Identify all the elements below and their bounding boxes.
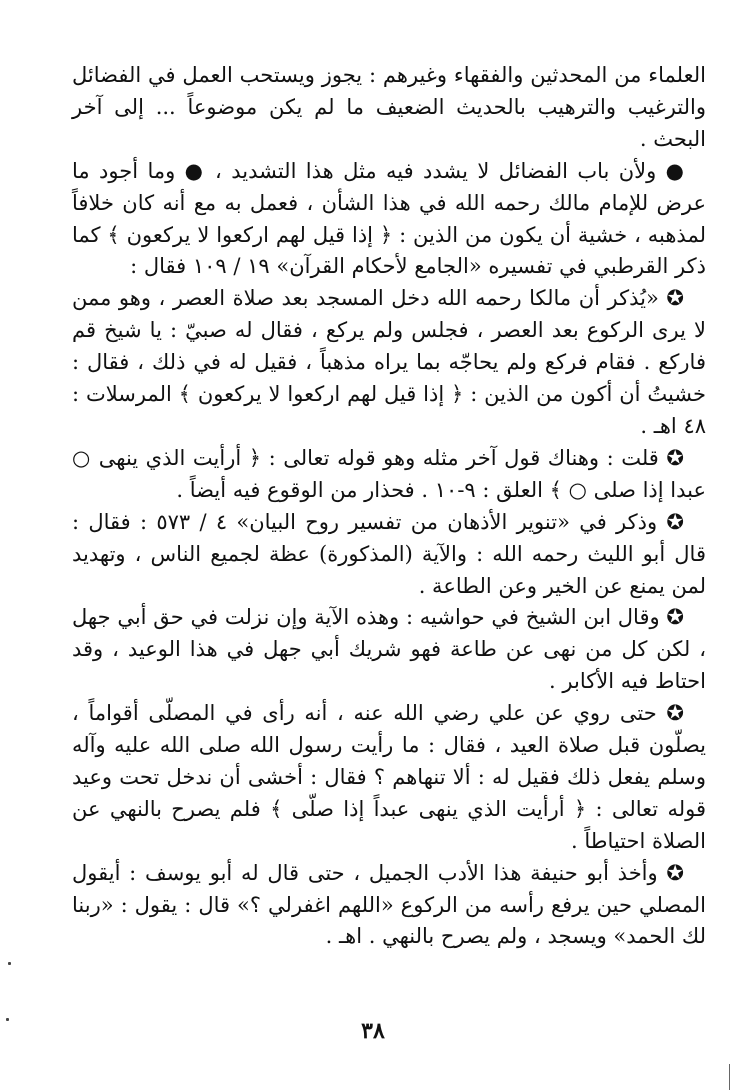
page-body-text bbox=[72, 60, 706, 953]
paragraph-4: ✪ قلت : وهناك قول آخر مثله وهو قوله تعالى : ﴿ أرأيت الذي ينهى ○ عبدا إذا صلى ○ ﴾ العلق : ٩-١٠ . فحذار من الوقوع فيه أيضاً . bbox=[72, 445, 706, 502]
paragraph-6: ✪ وقال ابن الشيخ في حواشيه : وهذه الآية وإن نزلت في حق أبي جهل ، لكن كل من نهى عن طاعة فهو شريك أبي جهل في هذا الوعيد ، وقد احتاط فيه الأكابر . bbox=[72, 605, 706, 694]
scan-speck bbox=[6, 1018, 9, 1021]
scan-speck bbox=[8, 962, 11, 965]
paragraph-2: ● ولأن باب الفضائل لا يشدد فيه مثل هذا التشديد ، ● وما أجود ما عرض للإمام مالك رحمه الله في هذا الشأن ، فعمل به مع أنه كان خلافاً لمذهبه ، خشية أن يكون من الذين : ﴿ إذا قيل لهم اركعوا لا يركعون ﴾ كما ذكر القرطبي في تفسيره «الجامع لأحكام القرآن» ١٩ / ١٠٩ فقال : bbox=[72, 158, 706, 279]
paragraph-5: ✪ وذكر في «تنوير الأذهان من تفسير روح البيان» ٤ / ٥٧٣ : فقال : قال أبو الليث رحمه الله : والآية (المذكورة) عظة لجميع الناس ، وتهديد لمن يمنع عن الخير وعن الطاعة . bbox=[72, 509, 706, 598]
page-number: ٣٨ bbox=[361, 1018, 385, 1044]
paragraph-1: العلماء من المحدثين والفقهاء وغيرهم : يجوز ويستحب العمل في الفضائل والترغيب والترهيب بالحديث الضعيف ما لم يكن موضوعاً ... إلى آخر البحث . bbox=[72, 63, 706, 151]
paragraph-3: ✪ «يُذكر أن مالكا رحمه الله دخل المسجد بعد صلاة العصر ، وهو ممن لا يرى الركوع بعد العصر ، فجلس ولم يركع ، فقال له صبيّ : يا شيخ قم فاركع . فقام فركع ولم يحاجّه بما يراه مذهباً ، فقيل له في ذلك ، فقال : خشيتُ أن أكون من الذين : ﴿ إذا قيل لهم اركعوا لا يركعون ﴾ المرسلات : ٤٨ اهـ . bbox=[72, 286, 706, 438]
paragraph-7: ✪ حتى روي عن علي رضي الله عنه ، أنه رأى في المصلّى أقواماً ، يصلّون قبل صلاة العيد ، فقال : ما رأيت رسول الله صلى الله عليه وآله وسلم يفعل ذلك فقيل له : ألا تنهاهم ؟ فقال : أخشى أن ندخل تحت وعيد قوله تعالى : ﴿ أرأيت الذي ينهى عبداً إذا صلّى ﴾ فلم يصرح بالنهي عن الصلاة احتياطاً . bbox=[72, 701, 706, 853]
scan-edge-mark bbox=[729, 1064, 730, 1090]
paragraph-8: ✪ وأخذ أبو حنيفة هذا الأدب الجميل ، حتى قال له أبو يوسف : أيقول المصلي حين يرفع رأسه من الركوع «اللهم اغفرلي ؟» قال : يقول : «ربنا لك الحمد» ويسجد ، ولم يصرح بالنهي . اهـ . bbox=[72, 860, 706, 949]
